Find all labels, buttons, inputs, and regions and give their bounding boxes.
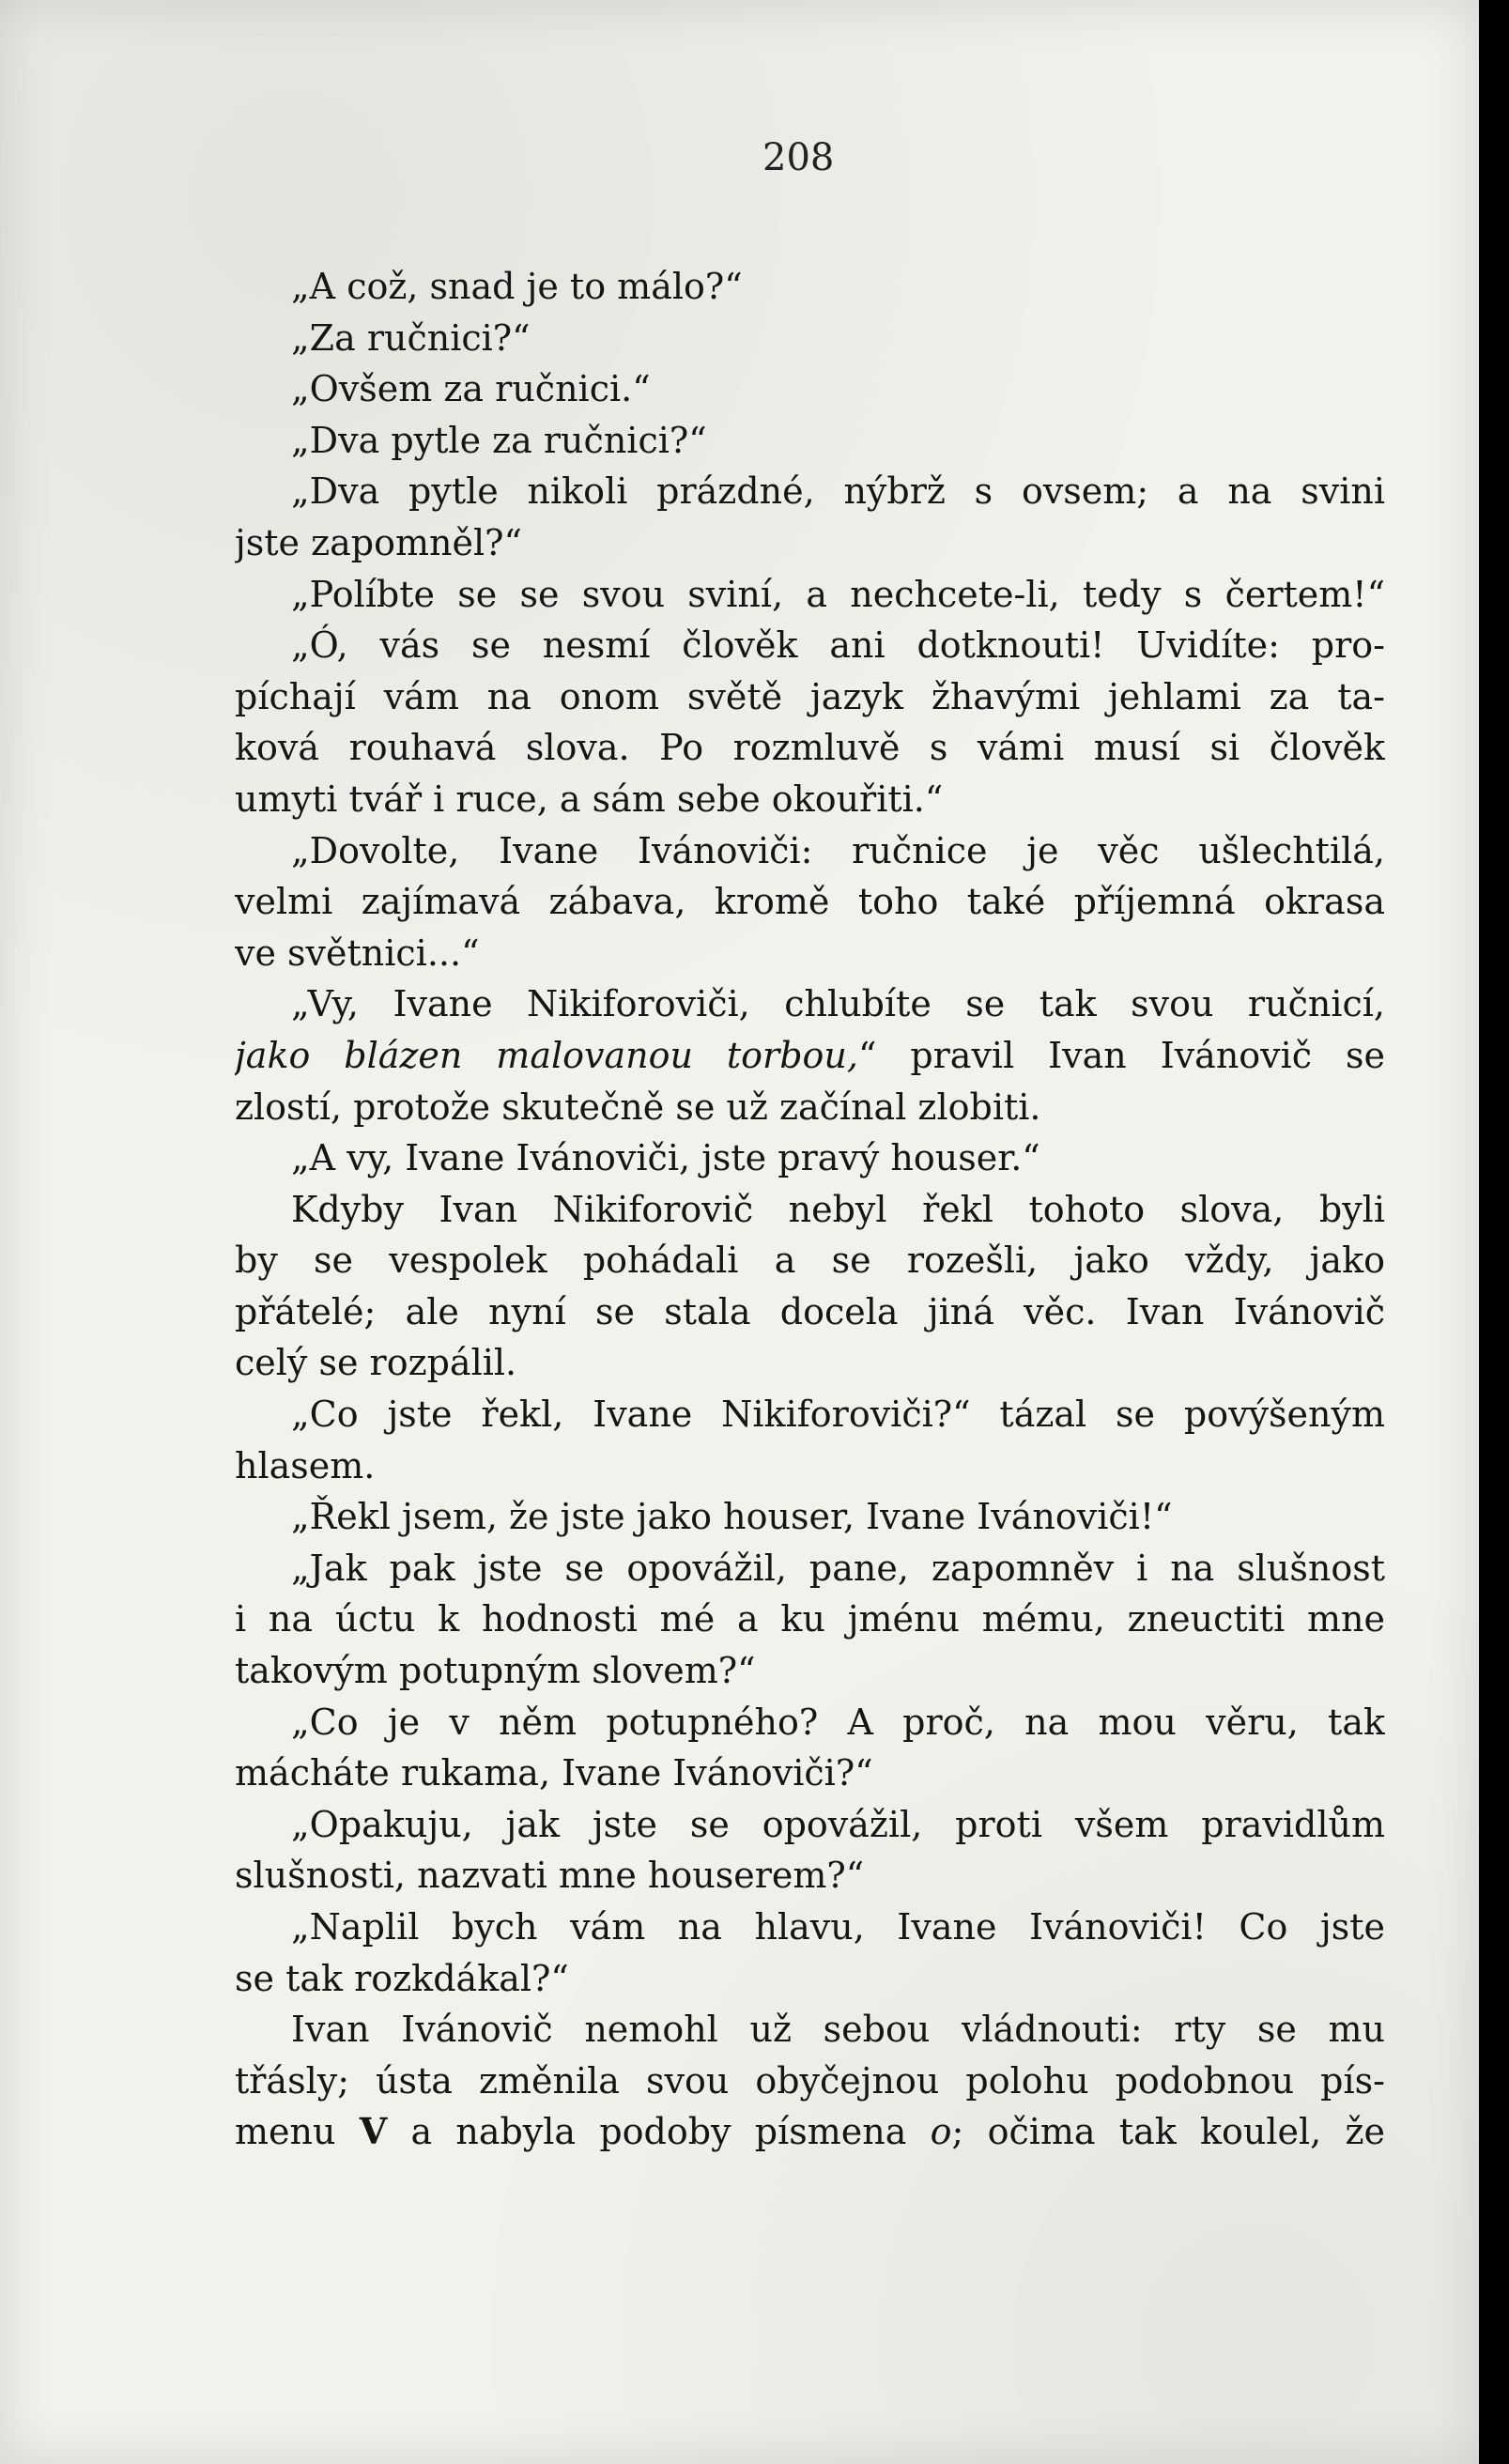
text-line: „Co jste řekl, Ivane Nikiforoviči?“ tázal se povýšeným (291, 1394, 1385, 1436)
letter-v: V (359, 2110, 388, 2153)
text-line-mixed (235, 2106, 1385, 2158)
text-line: velmi zajímavá zábava, kromě toho také příjemná okrasa (235, 881, 1385, 923)
letter-o: o (930, 2111, 952, 2153)
text-line: celý se rozpálil. (235, 1342, 517, 1384)
text-line: píchají vám na onom světě jazyk žhavými jehlami za ta- (235, 675, 1385, 717)
text-line: slušnosti, nazvati mne houserem?“ (235, 1855, 865, 1897)
text-line: takovým potupným slovem?“ (235, 1650, 756, 1692)
text-line: Ivan Ivánovič nemohl už sebou vládnouti: rty se mu (291, 2009, 1385, 2051)
text-line: „Jak pak jste se opovážil, pane, zapomněv i na slušnost (291, 1547, 1385, 1589)
text-line: „Dva pytle za ručnici?“ (291, 419, 707, 461)
text-line: třásly; ústa změnila svou obyčejnou polohu podobnou pís- (235, 2059, 1385, 2102)
text-span: ; očima tak koulel, že (951, 2111, 1385, 2153)
text-line: jste zapomněl?“ (235, 521, 522, 563)
text-line: ková rouhavá slova. Po rozmluvě s vámi musí si člověk (235, 727, 1385, 769)
text-line: se tak rozkdákal?“ (235, 1957, 569, 1999)
italic-phrase: jako blázen malovanou torbou, (235, 1034, 858, 1076)
text-line: „Dovolte, Ivane Ivánoviči: ručnice je věc ušlechtilá, (291, 829, 1385, 871)
text-span: “ pravil Ivan Ivánovič se (857, 1034, 1385, 1076)
text-line: „Políbte se se svou sviní, a nechcete-li, tedy s čertem!“ (291, 573, 1385, 615)
text-span: menu (235, 2111, 336, 2153)
text-line: „Naplil bych vám na hlavu, Ivane Ivánoviči! Co jste (291, 1906, 1385, 1948)
page-number: 208 (762, 136, 835, 179)
text-line: přátelé; ale nyní se stala docela jiná věc. Ivan Ivánovič (235, 1290, 1385, 1332)
text-line: „Vy, Ivane Nikiforoviči, chlubíte se tak svou ručnicí, (291, 983, 1385, 1025)
text-line: „A což, snad je to málo?“ (291, 266, 743, 307)
text-line: „Dva pytle nikoli prázdné, nýbrž s ovsem; a na svini (291, 470, 1385, 513)
text-line: i na úctu k hodnosti mé a ku jménu mému, zneuctiti mne (235, 1598, 1385, 1640)
text-line: by se vespolek pohádali a se rozešli, jako vždy, jako (235, 1240, 1385, 1282)
text-span: a nabyla podoby písmena (410, 2111, 907, 2153)
scan-edge (1479, 0, 1509, 2464)
body-text (235, 261, 1385, 2158)
text-line: Kdyby Ivan Nikiforovič nebyl řekl tohoto slova, byli (291, 1188, 1385, 1230)
text-line: „Opakuju, jak jste se opovážil, proti všem pravidlům (291, 1803, 1385, 1845)
text-line: „Za ručnici?“ (291, 316, 531, 359)
text-line: ve světnici...“ (235, 932, 480, 974)
text-line: umyti tvář i ruce, a sám sebe okouřiti.“ (235, 778, 944, 820)
text-line: „Co je v něm potupného? A proč, na mou věru, tak (291, 1701, 1385, 1743)
text-line: „Ó, vás se nesmí člověk ani dotknouti! Uvidíte: pro- (291, 624, 1385, 667)
text-line: zlostí, protože skutečně se už začínal zlobiti. (235, 1086, 1041, 1128)
text-line: „Řekl jsem, že jste jako houser, Ivane Ivánoviči!“ (291, 1496, 1173, 1538)
text-line-mixed (235, 1030, 1385, 1082)
text-line: mácháte rukama, Ivane Ivánoviči?“ (235, 1752, 873, 1794)
text-line: „Ovšem za ručnici.“ (291, 368, 651, 410)
text-line: „A vy, Ivane Ivánoviči, jste pravý houser.“ (291, 1137, 1040, 1179)
text-line: hlasem. (235, 1444, 376, 1486)
